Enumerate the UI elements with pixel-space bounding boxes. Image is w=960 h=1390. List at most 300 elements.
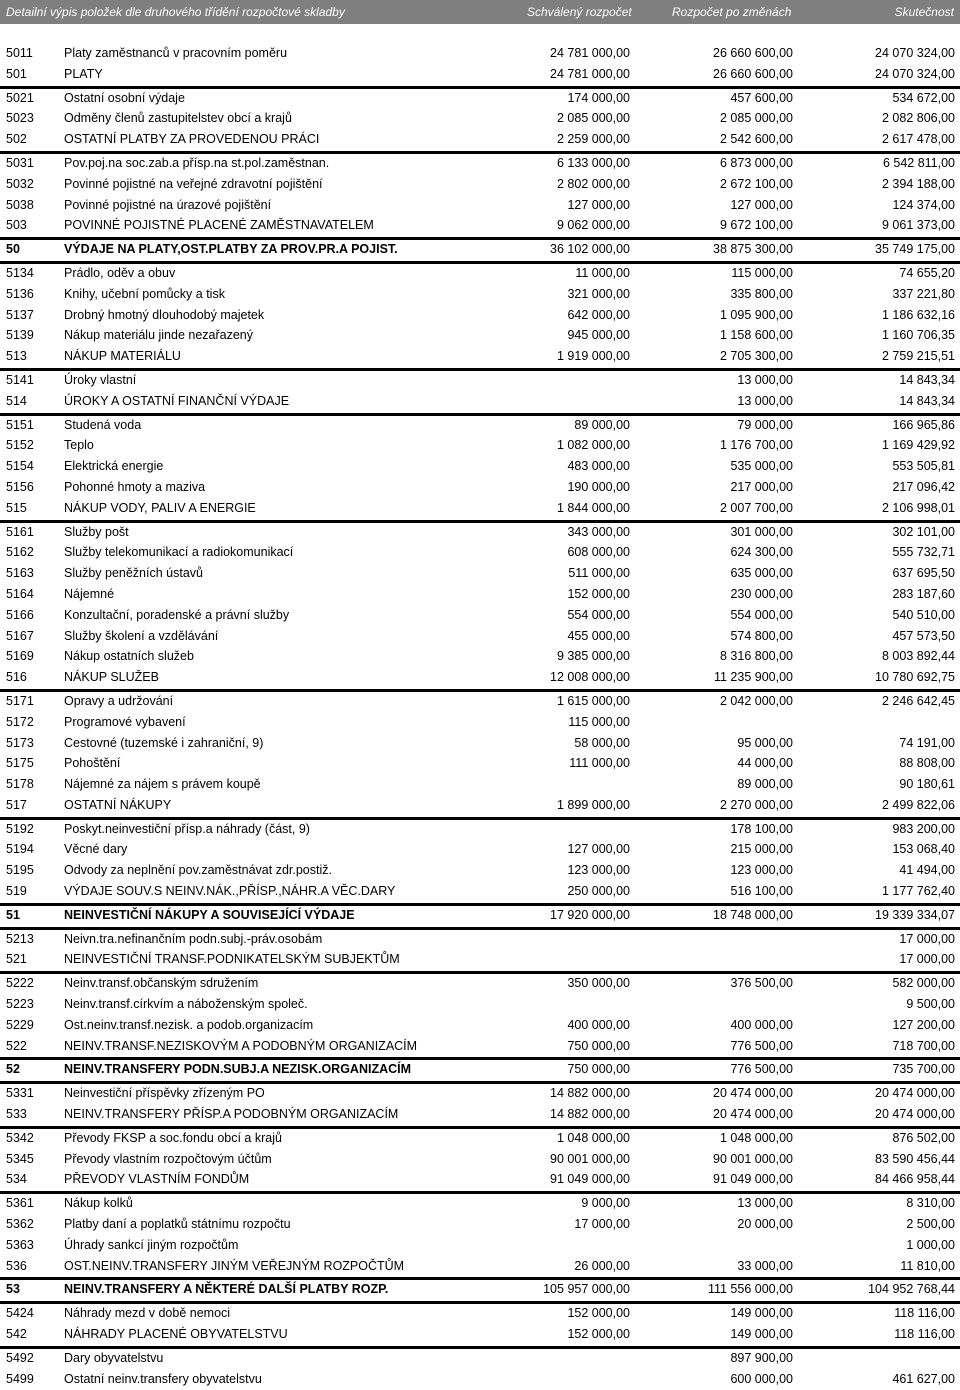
- row-actual: 217 096,42: [892, 479, 955, 494]
- row-actual: 2 106 998,01: [882, 500, 955, 515]
- row-code: 5173: [6, 735, 34, 750]
- table-row: [0, 326, 960, 347]
- row-description: Úhrady sankcí jiným rozpočtům: [64, 1237, 239, 1252]
- row-budget-after-changes: 335 800,00: [730, 286, 793, 301]
- row-code: 519: [6, 884, 27, 899]
- row-budget-after-changes: 89 000,00: [737, 777, 793, 792]
- row-budget-after-changes: 2 007 700,00: [720, 500, 793, 515]
- table-row: [0, 775, 960, 796]
- row-description: Prádlo, oděv a obuv: [64, 265, 176, 280]
- row-code: 5161: [6, 524, 34, 539]
- row-actual: 41 494,00: [899, 863, 955, 878]
- row-description: Pohoštění: [64, 756, 121, 771]
- row-code: 5222: [6, 976, 34, 991]
- row-budget-after-changes: 217 000,00: [730, 479, 793, 494]
- table-row: [0, 692, 960, 713]
- row-description: Služby telekomunikací a radiokomunikací: [64, 545, 294, 560]
- row-budget-after-changes: 6 873 000,00: [720, 155, 793, 170]
- row-description: NEINVESTIČNÍ TRANSF.PODNIKATELSKÝM SUBJEKTŮM: [64, 952, 400, 967]
- row-approved-budget: 24 781 000,00: [550, 46, 630, 60]
- row-code: 5331: [6, 1086, 34, 1101]
- row-approved-budget: 36 102 000,00: [550, 242, 630, 257]
- row-code: 513: [6, 349, 27, 364]
- row-approved-budget: 14 882 000,00: [550, 1107, 630, 1122]
- row-approved-budget: 17 000,00: [574, 1217, 630, 1232]
- row-budget-after-changes: 178 100,00: [730, 821, 793, 836]
- row-code: 5154: [6, 459, 34, 474]
- row-code: 5023: [6, 111, 34, 126]
- row-approved-budget: 1 048 000,00: [557, 1130, 630, 1145]
- row-approved-budget: 321 000,00: [567, 286, 630, 301]
- subtotal-row: [0, 882, 960, 906]
- row-description: Programové vybavení: [64, 714, 186, 729]
- table-row: [0, 44, 960, 65]
- row-approved-budget: 642 000,00: [567, 307, 630, 322]
- row-code: 50: [6, 242, 20, 257]
- row-approved-budget: 554 000,00: [567, 607, 630, 622]
- row-budget-after-changes: 123 000,00: [730, 863, 793, 878]
- row-approved-budget: 2 085 000,00: [557, 111, 630, 126]
- row-description: Nákup materiálu jinde nezařazený: [64, 328, 253, 343]
- row-code: 5163: [6, 566, 34, 581]
- table-row: [0, 713, 960, 734]
- row-budget-after-changes: 20 474 000,00: [713, 1086, 793, 1101]
- table-row: [0, 754, 960, 775]
- table-row: [0, 861, 960, 882]
- row-approved-budget: 608 000,00: [567, 545, 630, 560]
- row-approved-budget: 9 062 000,00: [557, 218, 630, 233]
- row-code: 5363: [6, 1237, 34, 1252]
- row-description: Odvody za neplnění pov.zaměstnávat zdr.postiž.: [64, 863, 332, 878]
- row-actual: 540 510,00: [892, 607, 955, 622]
- table-row: [0, 478, 960, 499]
- header-actual: Skutečnost: [894, 5, 954, 19]
- row-code: 5345: [6, 1151, 34, 1166]
- row-code: 515: [6, 500, 27, 515]
- row-budget-after-changes: 376 500,00: [730, 976, 793, 991]
- row-actual: 118 116,00: [894, 1327, 955, 1342]
- table-row: [0, 89, 960, 110]
- row-code: 5194: [6, 842, 34, 857]
- row-actual: 555 732,71: [892, 545, 955, 560]
- row-code: 5499: [6, 1371, 34, 1386]
- row-actual: 84 466 958,44: [875, 1172, 955, 1187]
- row-description: NEINV.TRANSFERY A NĚKTERÉ DALŠÍ PLATBY ROZP.: [64, 1282, 389, 1297]
- row-code: 5361: [6, 1196, 34, 1211]
- row-budget-after-changes: 18 748 000,00: [713, 907, 793, 922]
- table-row: [0, 1304, 960, 1325]
- row-code: 521: [6, 952, 27, 967]
- row-actual: 2 246 642,45: [882, 693, 955, 708]
- row-description: Neinv.transf.církvím a náboženským společ.: [64, 997, 308, 1012]
- row-actual: 88 808,00: [899, 756, 955, 771]
- table-row: [0, 1194, 960, 1215]
- row-description: VÝDAJE NA PLATY,OST.PLATBY ZA PROV.PR.A POJIST.: [64, 242, 398, 257]
- table-row: [0, 1236, 960, 1257]
- row-description: Nájemné: [64, 586, 115, 601]
- row-code: 5038: [6, 197, 34, 212]
- table-row: [0, 154, 960, 175]
- row-budget-after-changes: 897 900,00: [730, 1350, 793, 1365]
- row-actual: 118 116,00: [894, 1306, 955, 1321]
- row-code: 5172: [6, 714, 34, 729]
- row-code: 501: [6, 66, 27, 81]
- row-code: 5175: [6, 756, 34, 771]
- row-budget-after-changes: 13 000,00: [737, 393, 793, 408]
- row-description: Konzultační, poradenské a právní služby: [64, 607, 290, 622]
- row-description: Převody FKSP a soc.fondu obcí a krajů: [64, 1130, 282, 1145]
- row-description: Teplo: [64, 438, 94, 453]
- row-budget-after-changes: 115 000,00: [731, 265, 793, 280]
- row-approved-budget: 1 082 000,00: [557, 438, 630, 453]
- row-actual: 14 843,34: [899, 372, 955, 387]
- row-code: 5139: [6, 328, 34, 343]
- row-approved-budget: 115 000,00: [568, 714, 630, 729]
- subtotal-row: [0, 1170, 960, 1194]
- row-budget-after-changes: 20 474 000,00: [713, 1107, 793, 1122]
- row-actual: 457 573,50: [892, 628, 955, 643]
- row-actual: 1 160 706,35: [882, 328, 955, 343]
- row-description: NEINV.TRANSFERY PODN.SUBJ.A NEZISK.ORGANIZACÍM: [64, 1062, 412, 1077]
- row-budget-after-changes: 95 000,00: [737, 735, 793, 750]
- row-description: Neinvestiční příspěvky zřízeným PO: [64, 1086, 265, 1101]
- subtotal-row: [0, 216, 960, 240]
- row-budget-after-changes: 2 705 300,00: [720, 349, 793, 364]
- row-actual: 735 700,00: [892, 1062, 955, 1077]
- row-description: Ost.neinv.transf.nezisk. a podob.organizacím: [64, 1017, 314, 1032]
- row-approved-budget: 750 000,00: [567, 1038, 630, 1053]
- row-actual: 1 186 632,16: [882, 307, 955, 322]
- table-row: [0, 627, 960, 648]
- row-actual: 534 672,00: [892, 90, 955, 105]
- header-approved-budget: Schválený rozpočet: [527, 5, 632, 19]
- header-budget-after-changes: Rozpočet po změnách: [672, 5, 792, 19]
- row-budget-after-changes: 2 270 000,00: [720, 797, 793, 812]
- row-code: 5169: [6, 649, 34, 664]
- row-actual: 11 810,00: [900, 1258, 955, 1273]
- row-description: NEINV.TRANSFERY PŘÍSP.A PODOBNÝM ORGANIZACÍM: [64, 1107, 399, 1122]
- row-actual: 35 749 175,00: [875, 242, 955, 257]
- row-approved-budget: 89 000,00: [574, 417, 630, 432]
- row-code: 5137: [6, 307, 34, 322]
- row-description: POVINNÉ POJISTNÉ PLACENÉ ZAMĚSTNAVATELEM: [64, 218, 374, 233]
- row-actual: 9 061 373,00: [882, 218, 955, 233]
- row-approved-budget: 343 000,00: [567, 524, 630, 539]
- subtotal-row: [0, 950, 960, 974]
- row-code: 5362: [6, 1217, 34, 1232]
- row-approved-budget: 190 000,00: [567, 479, 630, 494]
- row-budget-after-changes: 20 000,00: [737, 1217, 793, 1232]
- row-budget-after-changes: 13 000,00: [737, 1196, 793, 1211]
- row-budget-after-changes: 33 000,00: [737, 1258, 793, 1273]
- row-budget-after-changes: 635 000,00: [730, 566, 793, 581]
- subtotal-row: [0, 392, 960, 416]
- row-budget-after-changes: 1 176 700,00: [720, 438, 793, 453]
- row-description: NEINVESTIČNÍ NÁKUPY A SOUVISEJÍCÍ VÝDAJE: [64, 907, 355, 922]
- row-actual: 582 000,00: [892, 976, 955, 991]
- row-code: 5424: [6, 1306, 34, 1321]
- row-actual: 124 374,00: [892, 197, 955, 212]
- row-approved-budget: 400 000,00: [567, 1017, 630, 1032]
- row-description: Platy zaměstnanců v pracovním poměru: [64, 46, 288, 60]
- row-approved-budget: 152 000,00: [567, 1327, 630, 1342]
- row-budget-after-changes: 11 235 900,00: [713, 670, 793, 685]
- row-approved-budget: 127 000,00: [567, 842, 630, 857]
- row-actual: 90 180,61: [899, 777, 955, 792]
- row-budget-after-changes: 301 000,00: [730, 524, 793, 539]
- table-header: [0, 0, 960, 24]
- table-row: [0, 457, 960, 478]
- row-code: 503: [6, 218, 27, 233]
- row-budget-after-changes: 127 000,00: [730, 197, 793, 212]
- row-description: Úroky vlastní: [64, 372, 137, 387]
- row-description: VÝDAJE SOUV.S NEINV.NÁK.,PŘÍSP.,NÁHR.A VĚC.DARY: [64, 884, 396, 899]
- row-code: 522: [6, 1038, 27, 1053]
- row-code: 5152: [6, 438, 34, 453]
- subtotal-row: [0, 796, 960, 820]
- row-actual: 302 101,00: [892, 524, 955, 539]
- row-approved-budget: 91 049 000,00: [550, 1172, 630, 1187]
- row-description: NEINV.TRANSF.NEZISKOVÝM A PODOBNÝM ORGANIZACÍM: [64, 1038, 418, 1053]
- row-code: 5164: [6, 586, 34, 601]
- row-description: Neinv.transf.občanským sdružením: [64, 976, 259, 991]
- row-actual: 2 617 478,00: [882, 132, 955, 147]
- row-approved-budget: 1 919 000,00: [557, 349, 630, 364]
- row-code: 534: [6, 1172, 27, 1187]
- table-row: [0, 974, 960, 995]
- row-description: Ostatní neinv.transfery obyvatelstvu: [64, 1371, 262, 1386]
- subtotal-row: [0, 499, 960, 523]
- row-description: PŘEVODY VLASTNÍM FONDŮM: [64, 1172, 250, 1187]
- row-budget-after-changes: 776 500,00: [730, 1062, 793, 1077]
- row-actual: 74 655,20: [899, 265, 955, 280]
- row-approved-budget: 14 882 000,00: [550, 1086, 630, 1101]
- table-row: [0, 1016, 960, 1037]
- row-description: Převody vlastním rozpočtovým účtům: [64, 1151, 272, 1166]
- row-description: Odměny členů zastupitelstev obcí a krajů: [64, 111, 292, 126]
- row-actual: 2 394 188,00: [882, 176, 955, 191]
- row-approved-budget: 511 000,00: [568, 566, 630, 581]
- row-code: 5032: [6, 176, 34, 191]
- row-actual: 9 500,00: [906, 997, 955, 1012]
- table-row: [0, 1215, 960, 1236]
- row-approved-budget: 9 000,00: [581, 1196, 630, 1211]
- row-budget-after-changes: 776 500,00: [730, 1038, 793, 1053]
- row-description: Studená voda: [64, 417, 142, 432]
- row-description: Nájemné za nájem s právem koupě: [64, 777, 261, 792]
- row-budget-after-changes: 149 000,00: [730, 1306, 793, 1321]
- row-actual: 876 502,00: [892, 1130, 955, 1145]
- row-actual: 718 700,00: [892, 1038, 955, 1053]
- row-actual: 153 068,40: [892, 842, 955, 857]
- row-description: Nákup ostatních služeb: [64, 649, 194, 664]
- row-approved-budget: 2 802 000,00: [557, 176, 630, 191]
- row-description: NÁHRADY PLACENÉ OBYVATELSTVU: [64, 1327, 288, 1342]
- group-total-row: [0, 240, 960, 264]
- row-approved-budget: 1 899 000,00: [557, 797, 630, 812]
- row-budget-after-changes: 2 085 000,00: [720, 111, 793, 126]
- row-actual: 1 000,00: [906, 1237, 955, 1252]
- row-budget-after-changes: 2 042 000,00: [720, 693, 793, 708]
- row-description: Platby daní a poplatků státnímu rozpočtu: [64, 1217, 291, 1232]
- row-description: Povinné pojistné na veřejné zdravotní pojištění: [64, 176, 323, 191]
- row-actual: 461 627,00: [892, 1371, 955, 1386]
- row-description: Poskyt.neinvestiční přísp.a náhrady (část, 9): [64, 821, 310, 836]
- row-code: 5492: [6, 1350, 34, 1365]
- row-actual: 337 221,80: [892, 286, 955, 301]
- row-description: OST.NEINV.TRANSFERY JINÝM VEŘEJNÝM ROZPOČTŮM: [64, 1258, 405, 1273]
- row-budget-after-changes: 230 000,00: [730, 586, 793, 601]
- row-budget-after-changes: 535 000,00: [730, 459, 793, 474]
- table-row: [0, 416, 960, 437]
- row-actual: 553 505,81: [892, 459, 955, 474]
- table-row: [0, 264, 960, 285]
- row-description: Dary obyvatelstvu: [64, 1350, 164, 1365]
- table-row: [0, 1084, 960, 1105]
- row-actual: 2 082 806,00: [882, 111, 955, 126]
- row-budget-after-changes: 79 000,00: [737, 417, 793, 432]
- subtotal-row: [0, 1257, 960, 1281]
- row-budget-after-changes: 149 000,00: [730, 1327, 793, 1342]
- row-actual: 283 187,60: [892, 586, 955, 601]
- table-row: [0, 647, 960, 668]
- row-actual: 6 542 811,00: [882, 155, 955, 170]
- row-code: 514: [6, 393, 27, 408]
- row-actual: 24 070 324,00: [875, 46, 955, 60]
- table-row: [0, 109, 960, 130]
- row-description: Pohonné hmoty a maziva: [64, 479, 206, 494]
- row-approved-budget: 152 000,00: [567, 1306, 630, 1321]
- table-row: [0, 285, 960, 306]
- header-description: Detailní výpis položek dle druhového třídění rozpočtové skladby: [6, 5, 345, 19]
- row-actual: 104 952 768,44: [868, 1282, 955, 1297]
- subtotal-row: [0, 347, 960, 371]
- row-actual: 20 474 000,00: [875, 1107, 955, 1122]
- row-actual: 1 177 762,40: [882, 884, 955, 899]
- subtotal-row: [0, 668, 960, 692]
- table-row: [0, 820, 960, 841]
- row-actual: 2 500,00: [906, 1217, 955, 1232]
- row-actual: 17 000,00: [899, 931, 955, 946]
- row-budget-after-changes: 624 300,00: [730, 545, 793, 560]
- row-actual: 24 070 324,00: [875, 66, 955, 81]
- row-description: Povinné pojistné na úrazové pojištění: [64, 197, 272, 212]
- row-actual: 19 339 334,07: [875, 907, 955, 922]
- row-code: 516: [6, 670, 27, 685]
- subtotal-row: [0, 1325, 960, 1349]
- row-budget-after-changes: 91 049 000,00: [713, 1172, 793, 1187]
- row-budget-after-changes: 400 000,00: [730, 1017, 793, 1032]
- row-description: OSTATNÍ NÁKUPY: [64, 797, 172, 812]
- row-actual: 10 780 692,75: [875, 670, 955, 685]
- row-actual: 2 759 215,51: [882, 349, 955, 364]
- row-approved-budget: 483 000,00: [567, 459, 630, 474]
- row-description: ÚROKY A OSTATNÍ FINANČNÍ VÝDAJE: [64, 393, 290, 408]
- row-description: Elektrická energie: [64, 459, 164, 474]
- table-row: [0, 585, 960, 606]
- row-budget-after-changes: 2 672 100,00: [720, 176, 793, 191]
- row-code: 5167: [6, 628, 34, 643]
- row-code: 51: [6, 907, 20, 922]
- row-budget-after-changes: 516 100,00: [730, 884, 793, 899]
- group-total-row: [0, 1060, 960, 1084]
- row-description: Cestovné (tuzemské i zahraniční, 9): [64, 735, 264, 750]
- row-budget-after-changes: 1 095 900,00: [720, 307, 793, 322]
- row-code: 5342: [6, 1130, 34, 1145]
- budget-table: [0, 44, 960, 1390]
- row-approved-budget: 90 001 000,00: [550, 1151, 630, 1166]
- row-approved-budget: 111 000,00: [569, 756, 630, 771]
- row-budget-after-changes: 1 158 600,00: [720, 328, 793, 343]
- table-row: [0, 930, 960, 951]
- row-approved-budget: 26 000,00: [574, 1258, 630, 1273]
- row-description: Náhrady mezd v době nemoci: [64, 1306, 231, 1321]
- row-approved-budget: 350 000,00: [567, 976, 630, 991]
- row-description: PLATY: [64, 66, 103, 81]
- row-budget-after-changes: 8 316 800,00: [720, 649, 793, 664]
- row-budget-after-changes: 26 660 600,00: [713, 46, 793, 60]
- row-code: 5178: [6, 777, 34, 792]
- row-actual: 17 000,00: [899, 952, 955, 967]
- row-code: 5031: [6, 155, 34, 170]
- subtotal-row: [0, 130, 960, 154]
- row-code: 5223: [6, 997, 34, 1012]
- row-code: 5151: [6, 417, 34, 432]
- table-row: [0, 196, 960, 217]
- row-description: Věcné dary: [64, 842, 128, 857]
- row-description: Nákup kolků: [64, 1196, 133, 1211]
- row-code: 53: [6, 1282, 20, 1297]
- row-description: Ostatní osobní výdaje: [64, 90, 185, 105]
- row-actual: 166 965,86: [892, 417, 955, 432]
- row-approved-budget: 11 000,00: [575, 265, 630, 280]
- row-code: 5162: [6, 545, 34, 560]
- row-code: 5021: [6, 90, 34, 105]
- row-approved-budget: 17 920 000,00: [550, 907, 630, 922]
- row-budget-after-changes: 215 000,00: [730, 842, 793, 857]
- row-approved-budget: 2 259 000,00: [557, 132, 630, 147]
- row-code: 5171: [6, 693, 34, 708]
- row-code: 5011: [6, 46, 33, 60]
- row-actual: 2 499 822,06: [882, 797, 955, 812]
- row-budget-after-changes: 9 672 100,00: [720, 218, 793, 233]
- row-description: OSTATNÍ PLATBY ZA PROVEDENOU PRÁCI: [64, 132, 320, 147]
- table-row: [0, 543, 960, 564]
- row-actual: 1 169 429,92: [882, 438, 955, 453]
- row-budget-after-changes: 38 875 300,00: [713, 242, 793, 257]
- row-approved-budget: 123 000,00: [567, 863, 630, 878]
- row-description: Opravy a udržování: [64, 693, 174, 708]
- table-row: [0, 371, 960, 392]
- table-row: [0, 606, 960, 627]
- row-budget-after-changes: 457 600,00: [730, 90, 793, 105]
- row-approved-budget: 750 000,00: [567, 1062, 630, 1077]
- table-row: [0, 1150, 960, 1171]
- row-code: 5195: [6, 863, 34, 878]
- row-code: 536: [6, 1258, 27, 1273]
- table-row: [0, 175, 960, 196]
- table-row: [0, 436, 960, 457]
- row-description: Služby peněžních ústavů: [64, 566, 203, 581]
- table-row: [0, 523, 960, 544]
- row-budget-after-changes: 44 000,00: [737, 756, 793, 771]
- table-row: [0, 840, 960, 861]
- row-code: 5213: [6, 931, 34, 946]
- subtotal-row: [0, 1037, 960, 1061]
- table-row: [0, 1370, 960, 1390]
- subtotal-row: [0, 65, 960, 89]
- row-approved-budget: 12 008 000,00: [550, 670, 630, 685]
